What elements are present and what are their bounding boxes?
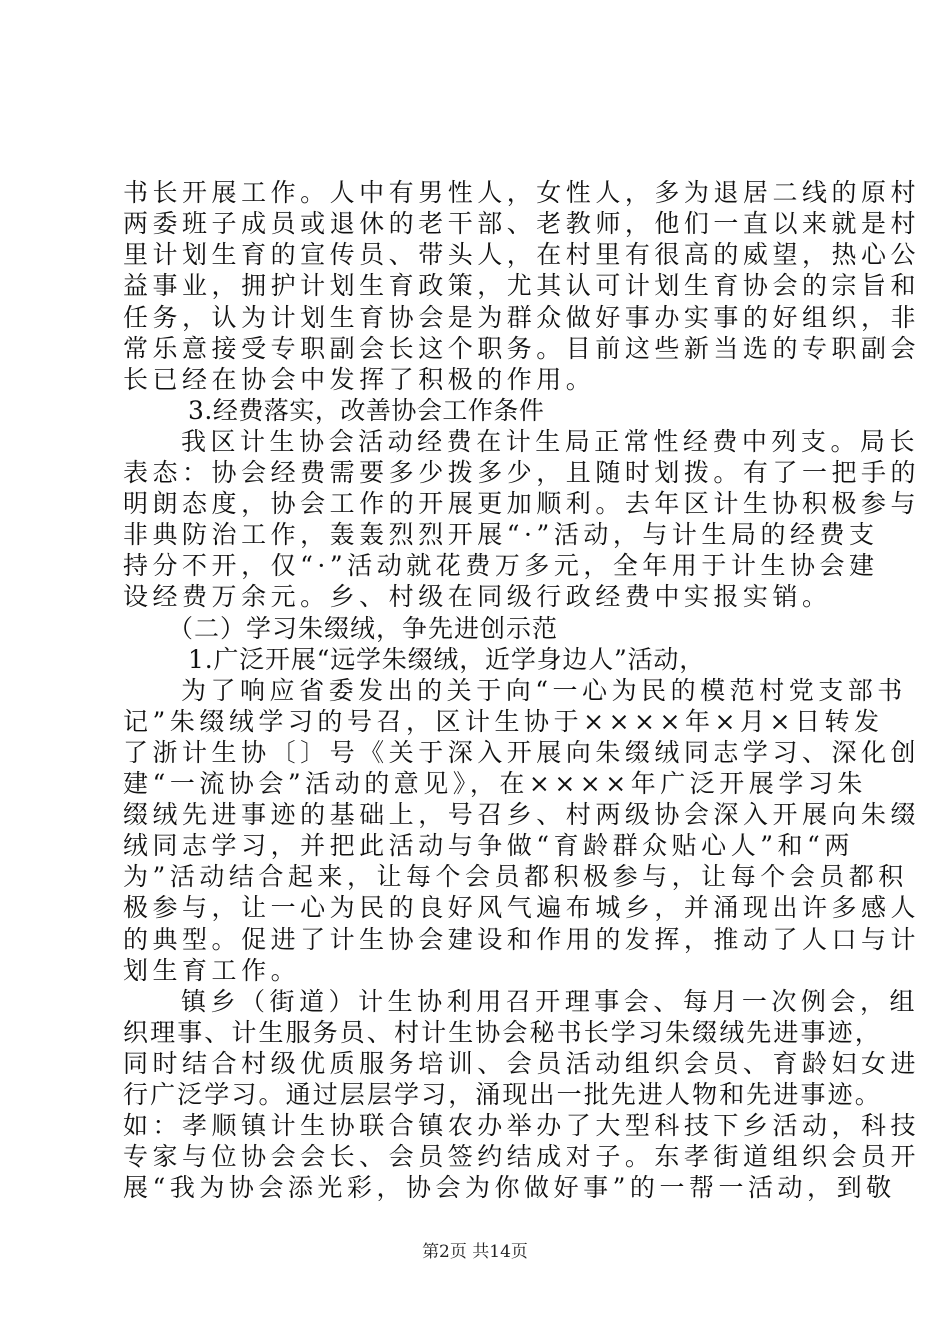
text-line: 常乐意接受专职副会长这个职务。目前这些新当选的专职副会 (123, 334, 921, 363)
text-line: 极参与，让一心为民的良好风气遍布城乡，并涌现出许多感人 (123, 893, 921, 922)
page-footer: 第2页 共14页 (422, 1242, 528, 1262)
text-line: 镇乡（街道）计生协利用召开理事会、每月一次例会，组 (181, 987, 920, 1016)
text-line: 长已经在协会中发挥了积极的作用。 (123, 365, 596, 394)
section-heading: 3.经费落实，改善协会工作条件 (188, 396, 545, 425)
text-line: 同时结合村级优质服务培训、会员活动组织会员、育龄妇女进 (123, 1049, 921, 1078)
text-line: 为”活动结合起来，让每个会员都积极参与，让每个会员都积 (123, 862, 908, 891)
text-line: 两委班子成员或退休的老干部、老教师，他们一直以来就是村 (123, 209, 921, 238)
section-heading: 1.广泛开展“远学朱缀绒，近学身边人”活动， (188, 645, 706, 674)
text-line: 展“我为协会添光彩，协会为你做好事”的一帮一活动，到敬 (123, 1173, 896, 1202)
text-line: 绒同志学习，并把此活动与争做“育龄群众贴心人”和“两 (123, 831, 854, 860)
text-line: 里计划生育的宣传员、带头人，在村里有很高的威望，热心公 (123, 240, 921, 269)
text-line: 专家与位协会会长、会员签约结成对子。东孝街道组织会员开 (123, 1142, 921, 1171)
text-line: 划生育工作。 (123, 956, 301, 985)
text-line: 织理事、计生服务员、村计生协会秘书长学习朱缀绒先进事迹， (123, 1018, 882, 1047)
text-line: 表态：协会经费需要多少拨多少，且随时划拨。有了一把手的 (123, 458, 921, 487)
section-heading: （二）学习朱缀绒，争先进创示范 (168, 614, 559, 643)
text-line: 设经费万余元。乡、村级在同级行政经费中实报实销。 (123, 582, 832, 611)
text-line: 记”朱缀绒学习的号召，区计生协于××××年×月×日转发 (123, 707, 884, 736)
text-line: 如：孝顺镇计生协联合镇农办举办了大型科技下乡活动，科技 (123, 1111, 921, 1140)
text-line: 书长开展工作。人中有男性人，女性人，多为退居二线的原村 (123, 178, 921, 207)
text-line: 行广泛学习。通过层层学习，涌现出一批先进人物和先进事迹。 (123, 1080, 882, 1109)
text-line: 我区计生协会活动经费在计生局正常性经费中列支。局长 (181, 427, 920, 456)
text-line: 建“一流协会”活动的意见》，在××××年广泛开展学习朱 (123, 769, 867, 798)
text-line: 益事业，拥护计划生育政策，尤其认可计划生育协会的宗旨和 (123, 271, 921, 300)
text-line: 了浙计生协〔〕号《关于深入开展向朱缀绒同志学习、深化创 (123, 738, 921, 767)
text-line: 持分不开，仅“·”活动就花费万多元，全年用于计生协会建 (123, 551, 879, 580)
text-line: 非典防治工作，轰轰烈烈开展“·”活动，与计生局的经费支 (123, 520, 879, 549)
text-line: 的典型。促进了计生协会建设和作用的发挥，推动了人口与计 (123, 925, 921, 954)
text-line: 为了响应省委发出的关于向“一心为民的模范村党支部书 (181, 676, 907, 705)
text-line: 明朗态度，协会工作的开展更加顺利。去年区计生协积极参与 (123, 489, 921, 518)
text-line: 任务，认为计划生育协会是为群众做好事办实事的好组织，非 (123, 303, 921, 332)
text-line: 缀绒先进事迹的基础上，号召乡、村两级协会深入开展向朱缀 (123, 800, 921, 829)
